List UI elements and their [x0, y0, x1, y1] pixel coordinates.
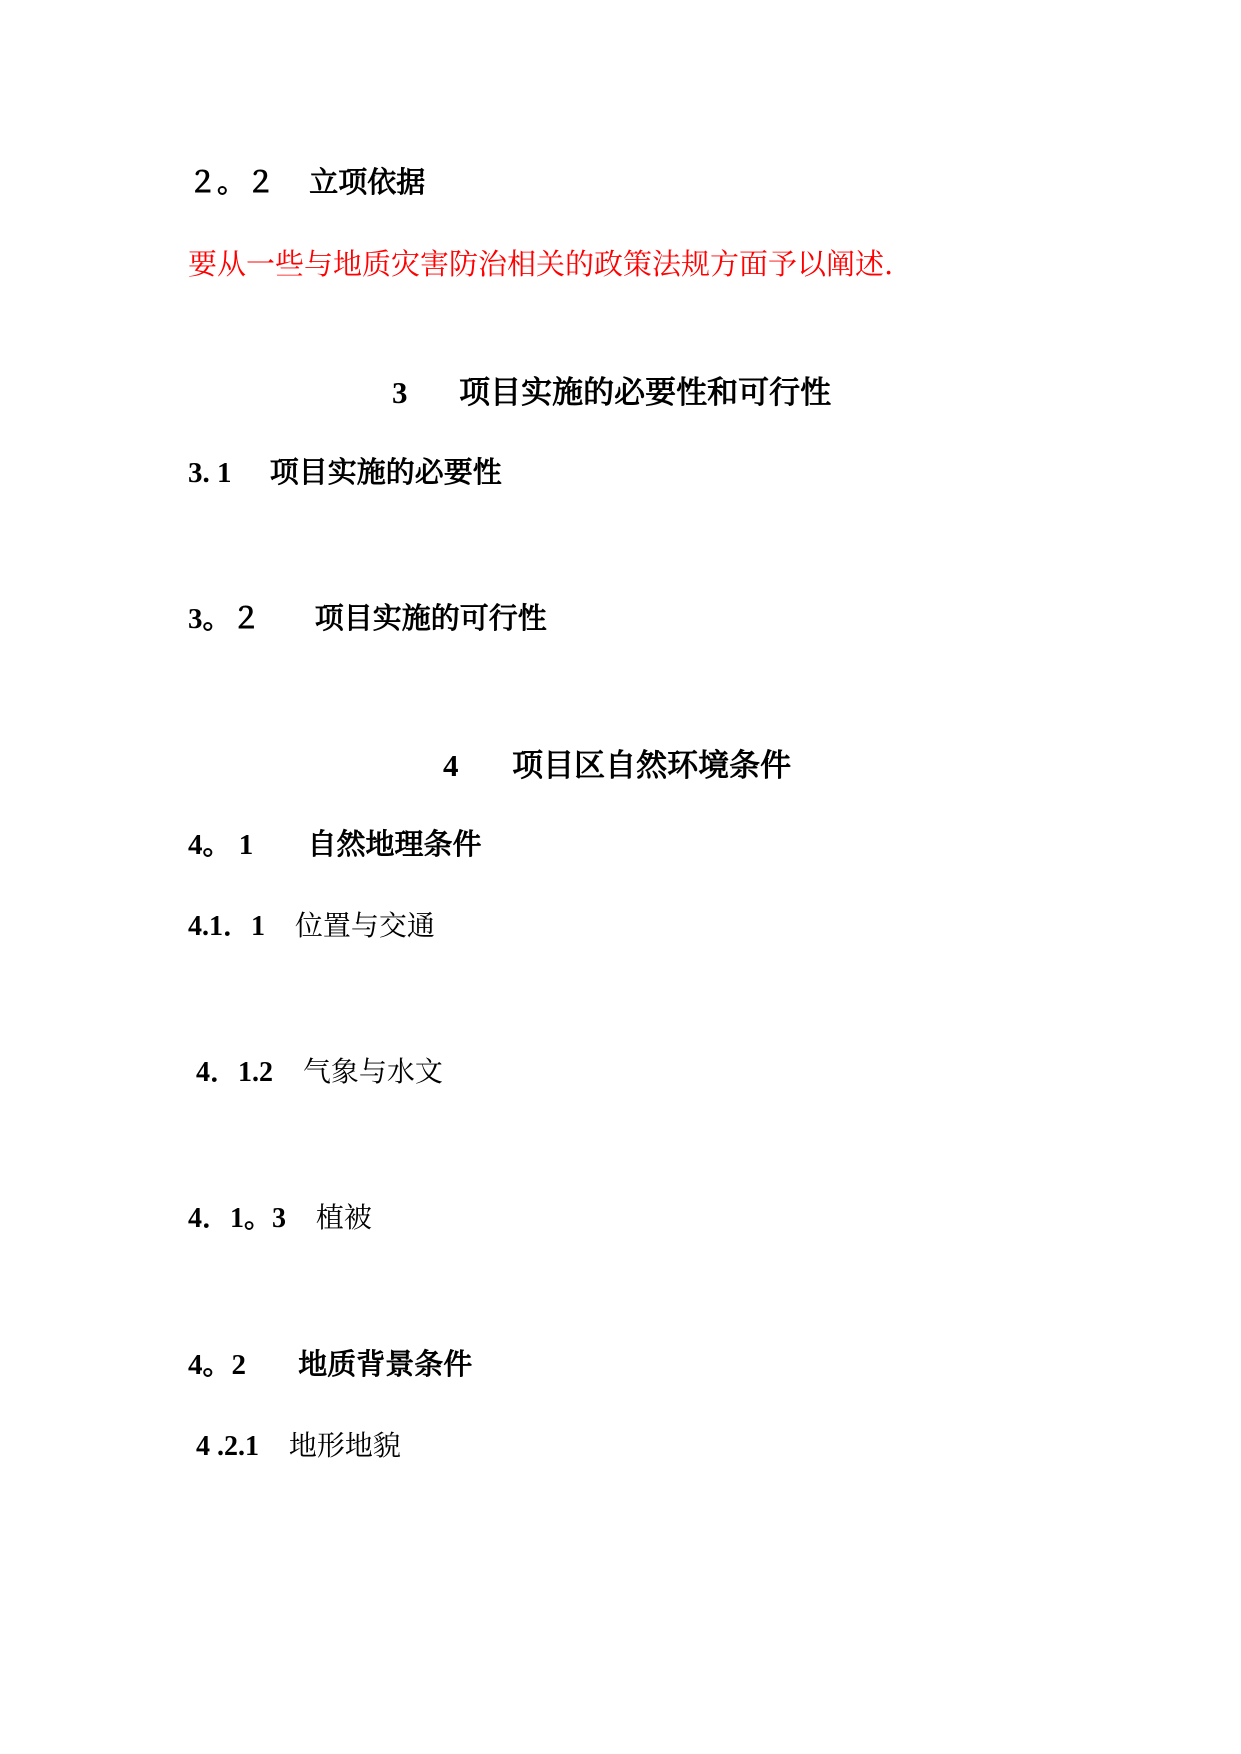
heading-4-number: 4 — [443, 748, 459, 783]
heading-4-title: 项目区自然环境条件 — [512, 748, 792, 784]
heading-3-number: 3 — [392, 375, 408, 410]
heading-3-2-title: 项目实施的可行性 — [314, 601, 547, 635]
heading-4-1-1-number: 4.1．1 — [188, 911, 266, 942]
heading-3-1-number: 3. 1 — [188, 457, 232, 489]
heading-4-1-2-number: 4．1.2 — [196, 1057, 274, 1088]
heading-4-2-1-number: 4 .2.1 — [196, 1431, 259, 1462]
heading-4-1-3 — [188, 1201, 372, 1234]
heading-2-2 — [188, 165, 426, 199]
heading-4-1-title: 自然地理条件 — [307, 827, 482, 861]
heading-4-1-2 — [196, 1055, 443, 1088]
heading-4-1-3-number: 4．1。3 — [188, 1203, 287, 1234]
heading-4-1-1 — [188, 909, 435, 942]
heading-4-1-number: 4。 1 — [188, 829, 254, 861]
heading-2-2-number: ２。２ — [188, 165, 276, 199]
heading-4-1-3-title: 植被 — [315, 1201, 372, 1234]
heading-4-2-number: 4。2 — [188, 1349, 247, 1381]
heading-3-2 — [188, 601, 547, 635]
heading-4-1 — [188, 827, 482, 861]
heading-4-1-2-title: 气象与水文 — [302, 1055, 443, 1088]
instruction-note: 要从一些与地质灾害防治相关的政策法规方面予以阐述. — [188, 247, 894, 281]
heading-4-2-1 — [196, 1429, 401, 1462]
heading-3-1 — [188, 455, 502, 489]
heading-4-2-1-title: 地形地貌 — [288, 1429, 401, 1462]
heading-4-1-1-title: 位置与交通 — [294, 909, 435, 942]
heading-2-2-title: 立项依据 — [309, 165, 426, 199]
heading-3-2-number: 3。２ — [188, 603, 261, 635]
heading-4-2-title: 地质背景条件 — [298, 1347, 473, 1381]
heading-4-2 — [188, 1347, 473, 1381]
heading-3-1-title: 项目实施的必要性 — [269, 455, 502, 489]
heading-3-title: 项目实施的必要性和可行性 — [459, 375, 832, 411]
